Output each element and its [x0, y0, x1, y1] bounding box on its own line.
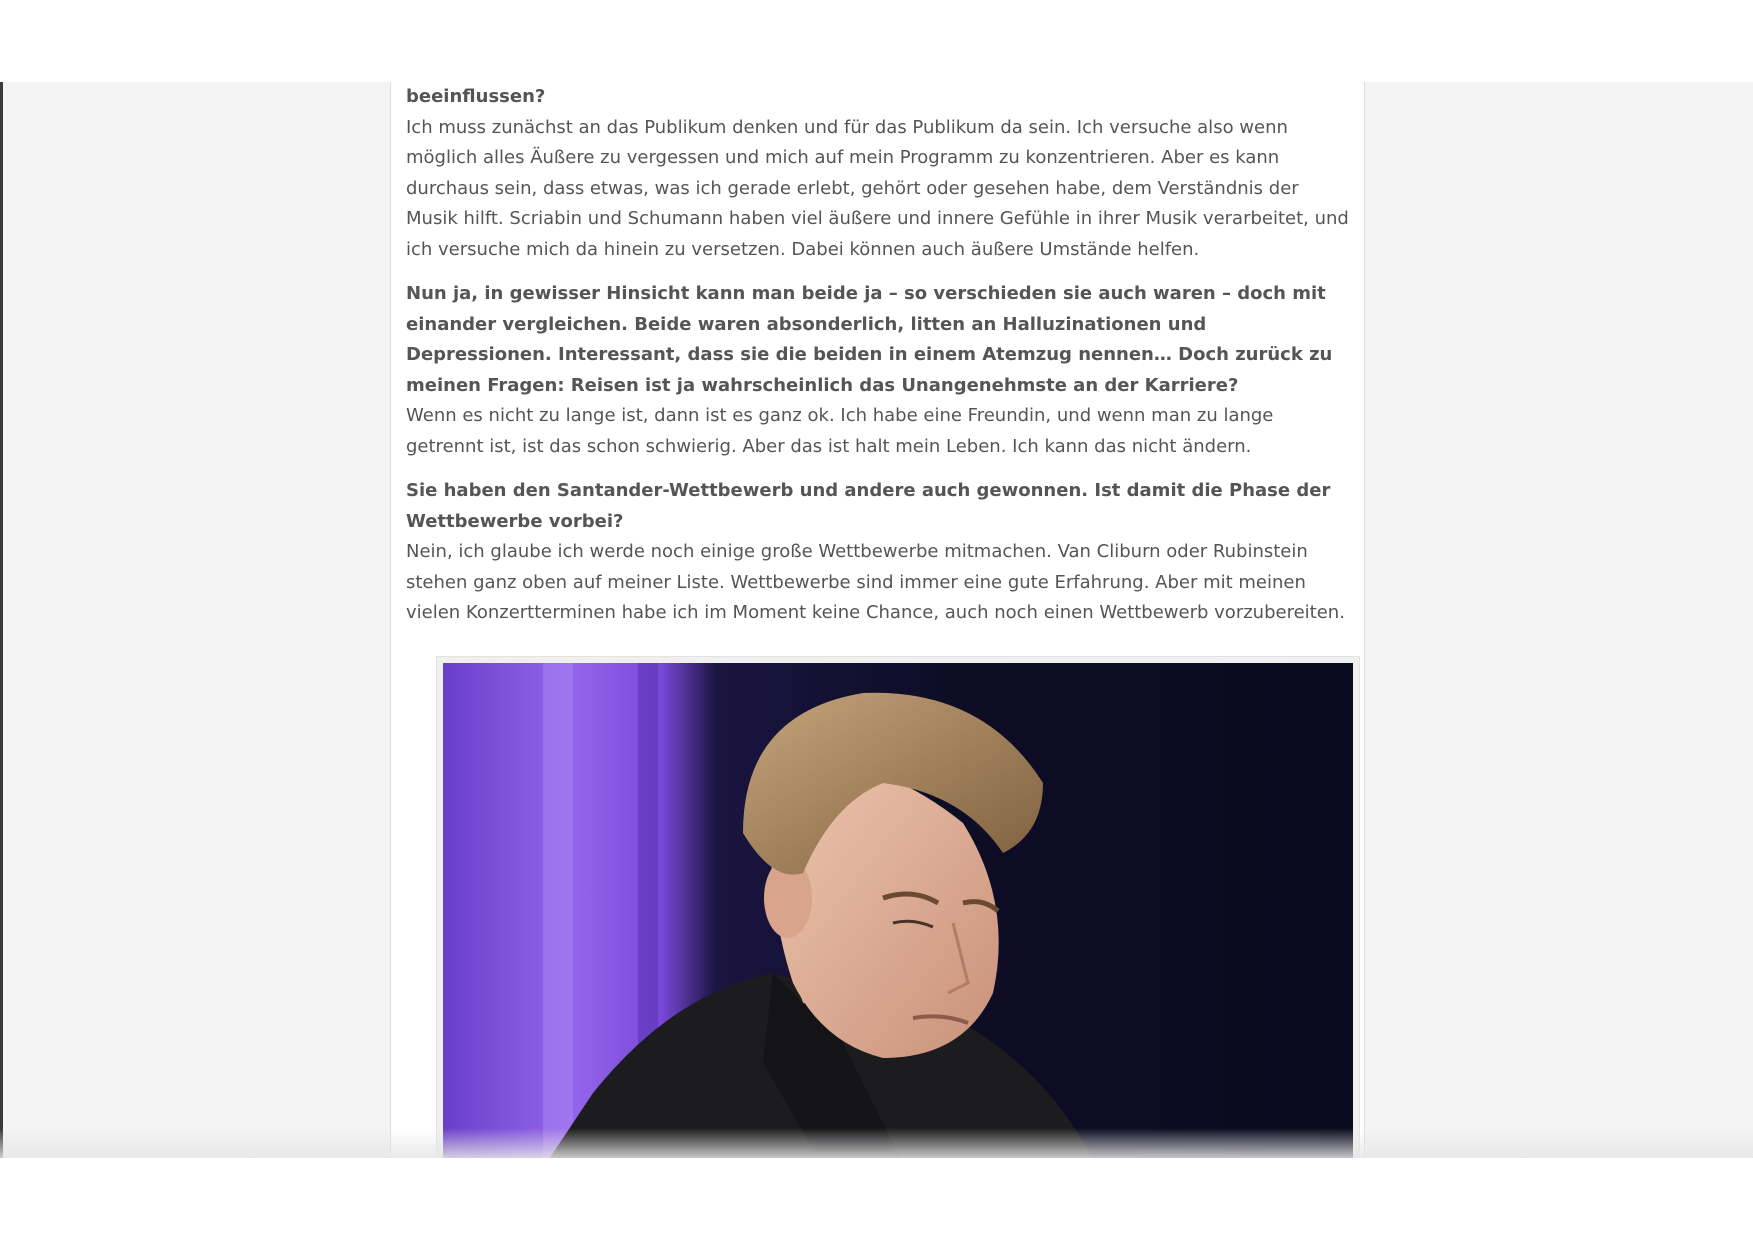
window-left-edge: [0, 82, 3, 1158]
interview-question: Nun ja, in gewisser Hinsicht kann man beide ja – so verschieden sie auch waren – doch mit einander vergleichen. Beide waren absonderlich, litten an Halluzinationen und Depressionen. Interessant, dass sie die beiden in einem Atemzug nennen… Doch zurück zu meinen Fragen: Reisen ist ja wahrscheinlich das Unangenehmste an der Karriere?: [406, 283, 1333, 396]
interview-block: [406, 476, 1356, 629]
article-content: [406, 82, 1356, 643]
interview-question: beeinflussen?: [406, 86, 546, 107]
article-figure: [436, 656, 1360, 1158]
interview-block: [406, 82, 1356, 265]
interview-answer: Wenn es nicht zu lange ist, dann ist es ganz ok. Ich habe eine Freundin, und wenn man zu lange getrennt ist, ist das schon schwierig. Aber das ist halt mein Leben. Ich kann das nicht ändern.: [406, 405, 1274, 457]
article-column: [390, 82, 1365, 1158]
pianist-photo[interactable]: [443, 663, 1353, 1158]
interview-answer: Ich muss zunächst an das Publikum denken und für das Publikum da sein. Ich versuche also wenn möglich alles Äußere zu vergessen und mich auf mein Programm zu konzentrieren. Aber es kann durchaus sein, dass etwas, was ich gerade erlebt, gehört oder gesehen habe, dem Verständnis der Musik hilft. Scriabin und Schumann haben viel äußere und innere Gefühle in ihrer Musik verarbeitet, und ich versuche mich da hinein zu versetzen. Dabei können auch äußere Umstände helfen.: [406, 116, 1349, 260]
page-viewport: [0, 82, 1753, 1158]
viewport-bottom-fade: [0, 1128, 1753, 1158]
interview-question: Sie haben den Santander-Wettbewerb und andere auch gewonnen. Ist damit die Phase der Wettbewerbe vorbei?: [406, 480, 1331, 532]
interview-block: [406, 279, 1356, 462]
interview-answer: Nein, ich glaube ich werde noch einige große Wettbewerbe mitmachen. Van Cliburn oder Rubinstein stehen ganz oben auf meiner Liste. Wettbewerbe sind immer eine gute Erfahrung. Aber mit meinen vielen Konzertterminen habe ich im Moment keine Chance, auch noch einen Wettbewerb vorzubereiten.: [406, 541, 1345, 623]
pianist-photo-illustration: [443, 663, 1353, 1158]
